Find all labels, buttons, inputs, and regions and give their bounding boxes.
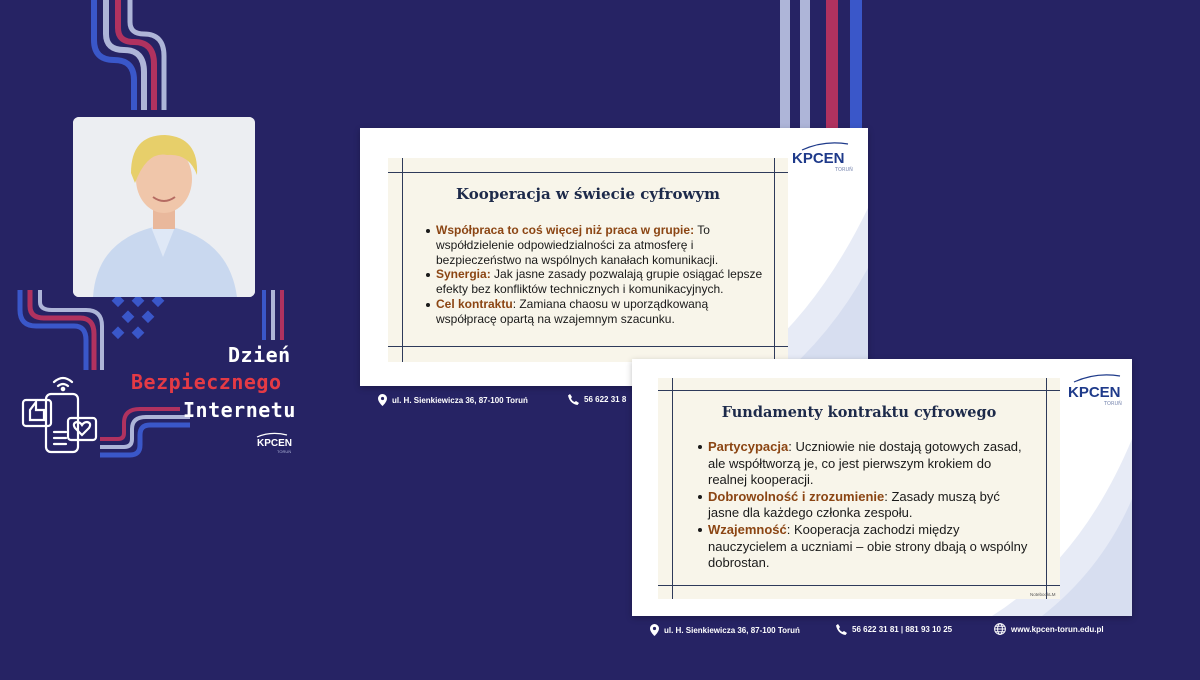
slide-2-logo-city: TORUŃ — [1104, 401, 1122, 407]
location-pin-icon — [650, 624, 659, 636]
event-title-line-1: Dzień — [228, 343, 291, 367]
slide-1 — [360, 128, 868, 386]
footer-2-phone: 56 622 31 81 | 881 93 10 25 — [836, 624, 952, 635]
slide-1-logo-swoosh-icon — [800, 140, 850, 152]
decorative-stripes-right — [780, 0, 865, 130]
slide-1-paper — [388, 158, 788, 362]
list-item: Partycypacja: Uczniowie nie dostają gotowych zasad, ale współtworzą je, co jest pierwszym krokiem do realnej kooperacji. — [698, 439, 1028, 489]
slide-2-title: Fundamenty kontraktu cyfrowego — [721, 404, 997, 421]
phone-icon — [836, 624, 847, 635]
slide-2-bullets — [698, 439, 1028, 572]
kpcen-logo-small-city: TORUŃ — [277, 449, 292, 454]
globe-icon — [994, 623, 1006, 635]
slide-1-title: Kooperacja w świecie cyfrowym — [456, 185, 720, 203]
list-item: Synergia: Jak jasne zasady pozwalają grupie osiągać lepsze efekty bez konfliktów technicznych i komunikacyjnych. — [426, 267, 771, 297]
slide-2-logo-swoosh-icon — [1072, 372, 1122, 384]
slide-2 — [632, 359, 1132, 616]
location-pin-icon — [378, 394, 387, 406]
slide-1-bullets — [426, 223, 771, 327]
slide-1-logo: KPCEN — [792, 150, 845, 167]
footer-2-website[interactable]: www.kpcen-torun.edu.pl — [994, 623, 1104, 635]
decorative-stripes-top — [80, 0, 180, 110]
chat-bubble-icon — [68, 418, 96, 440]
list-item: Cel kontraktu: Zamiana chaosu w uporządkowaną współpracę opartą na wzajemnym szacunku. — [426, 297, 771, 327]
kpcen-logo-small-text: KPCEN — [257, 438, 293, 449]
heart-icon — [74, 422, 90, 435]
notebooklm-label: NotebookLM — [1030, 592, 1056, 597]
list-item: Wzajemność: Kooperacja zachodzi między nauczycielem a uczniami – obie strony dbają o wspólny dobrostan. — [698, 522, 1028, 572]
event-title-line-3: Internetu — [183, 398, 296, 422]
event-title-line-2: Bezpiecznego — [131, 370, 282, 394]
decorative-stripes-vertical — [262, 290, 292, 340]
footer-1-address: ul. H. Sienkiewicza 36, 87-100 Toruń — [378, 394, 528, 406]
decorative-stripes-left — [14, 290, 194, 370]
footer-1-phone: 56 622 31 8 — [568, 394, 626, 405]
wifi-icon — [54, 378, 72, 390]
social-media-illustration — [20, 368, 100, 458]
phone-icon — [568, 394, 579, 405]
footer-2-address: ul. H. Sienkiewicza 36, 87-100 Toruń — [650, 624, 800, 636]
list-item: Dobrowolność i zrozumienie: Zasady muszą być jasne dla każdego członka zespołu. — [698, 489, 1028, 522]
speaker-photo — [73, 117, 255, 297]
slide-2-logo: KPCEN — [1068, 384, 1121, 401]
list-item: Współpraca to coś więcej niż praca w grupie: To współdzielenie odpowiedzialności za atmosferę i bezpieczeństwo na wspólnych kanałach komunikacji. — [426, 223, 771, 267]
slide-2-paper — [658, 378, 1060, 599]
kpcen-logo-small — [253, 431, 293, 457]
slide-1-logo-city: TORUŃ — [835, 167, 853, 173]
